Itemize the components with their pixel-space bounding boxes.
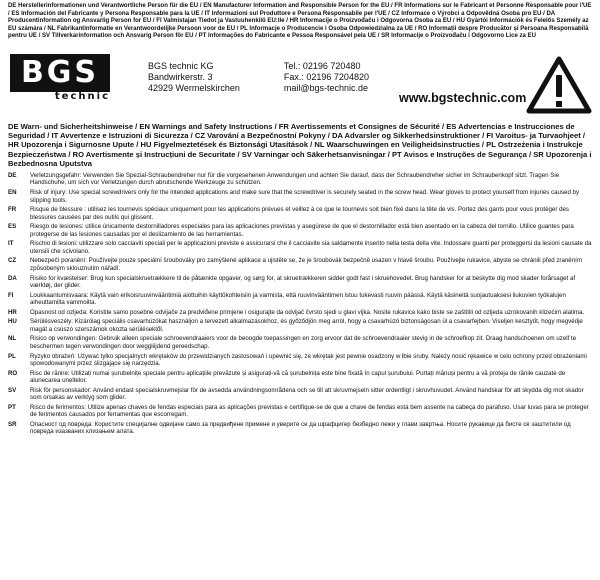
language-code: IT bbox=[8, 240, 14, 248]
instruction-row bbox=[8, 172, 592, 187]
warn-heading-item: / IT Avvertenze e Istruzioni di Sicurezza bbox=[45, 131, 188, 140]
instruction-row bbox=[8, 309, 592, 317]
header-item: / RO Informații despre Producător și Persoana Responsabilă pentru UE bbox=[8, 26, 588, 40]
instruction-row bbox=[8, 275, 592, 290]
warn-heading-item: / SV Varningar och Säkerhetsanvisningar bbox=[235, 150, 385, 159]
instruction-text: Risque de blessure : utilisez les tournevis spéciaux uniquement pour les applications prévues et veillez à ce que le tournevis soit bien fixé dans la tête de vis. Portez des gants pour vous protéger des blessures causées par des outils qui glissent. bbox=[30, 206, 569, 221]
warn-heading-item: / FI Varoitus- ja Turvaohjeet bbox=[480, 131, 581, 140]
header-item: / FR Informations sur le Fabricant et Personne Responsable pour l'UE bbox=[389, 3, 591, 9]
warn-heading-item: / ES Advertencias e Instrucciones de Seguridad bbox=[8, 122, 575, 140]
instruction-row bbox=[8, 335, 592, 350]
language-code: DA bbox=[8, 274, 17, 282]
warn-heading-item: / NL Waarschuwingen en Veiligheidsinstructies bbox=[308, 140, 480, 149]
language-code: NL bbox=[8, 335, 17, 343]
instruction-text: Rischio di lesioni: utilizzare solo cacciaviti speciali per le applicazioni previste e assicurarsi che il cacciavite sia saldamente inserito nella testa della vite. Indossare guanti per proteggersi da lesioni causate da utensili che scivolano. bbox=[30, 240, 592, 255]
instruction-row bbox=[8, 370, 592, 385]
instruction-row bbox=[8, 223, 592, 238]
instruction-row bbox=[8, 318, 592, 333]
warn-heading-item: / PT Avisos e Instruções de Segurança bbox=[386, 150, 527, 159]
header-item: / PL Informacje o Producencie i Osoba Odpowiedzialna za UE bbox=[235, 26, 413, 32]
address-block bbox=[148, 61, 240, 94]
warning-triangle-icon bbox=[526, 56, 592, 114]
instruction-text: Ryzyko obrażeń: Używać tylko specjalnych wkrętaków do przewidzianych zastosowań i upewnić się, że wkrętak jest pewnie osadzony w łbie śruby. Należy nosić rękawice w celu ochrony przed obrażeniami spowodowanymi przez ślizgające się narzędzia. bbox=[30, 352, 587, 368]
instruction-row bbox=[8, 292, 592, 307]
language-code: HR bbox=[8, 308, 17, 316]
instruction-row bbox=[8, 206, 592, 221]
warn-heading-item: / RO Avertismente și Instrucțiuni de Securitate bbox=[66, 150, 235, 159]
logo-subtext: technic bbox=[54, 90, 110, 102]
language-code: SV bbox=[8, 386, 17, 394]
warn-heading-item: / PL Ostrzeżenia i Instrukcje Bezpieczeństwa bbox=[8, 140, 583, 158]
header-item: / FI Valmistajan Tiedot ja Vastuuhenkilö EU:lle bbox=[151, 18, 284, 24]
company-name: BGS technic KG bbox=[148, 61, 214, 72]
warn-heading-item: / HU Figyelmeztetések és Biztonsági Utasítások bbox=[134, 140, 308, 149]
instruction-row bbox=[8, 257, 592, 272]
header-item: / SV Tillverkarinformation och Ansvarig Person för EU bbox=[37, 33, 194, 39]
contact-block bbox=[284, 61, 369, 94]
instruction-text: Sérülésveszély: Kizárólag speciális csavarhúzókat használjon a tervezett alkalmazásokhoz, és győződjön meg arról, hogy a csavarhúzó biztonságosan ül a csavarfejben. Viseljen kesztyűt, hogy megvédje magát a csúszó szerszámok okozta sérülésektől. bbox=[30, 318, 583, 333]
language-code: FR bbox=[8, 206, 17, 214]
instruction-text: Risc de rănire: Utilizați numai șurubelnițe speciale pentru aplicațiile prevăzute și asigurați-vă că șurubelnița este bine fixată în capul șurubului. Purtați mănuși pentru a vă proteja de rănile cauzate de alunecarea uneltelor. bbox=[30, 369, 566, 385]
language-code: SR bbox=[8, 420, 17, 428]
warn-heading-item: / DA Advarsler og Sikkerhedsinstruktioner bbox=[326, 131, 480, 140]
language-code: RO bbox=[8, 369, 18, 377]
instruction-row bbox=[8, 240, 592, 255]
email: mail@bgs-technic.de bbox=[283, 83, 369, 94]
phone: Tel.: 02196 720480 bbox=[283, 61, 361, 72]
language-code: ES bbox=[8, 223, 17, 231]
fax: Fax.: 02196 7204820 bbox=[283, 72, 369, 83]
header-item: / HR Informacije o Proizvođaču i Odgovorna Osoba za EU bbox=[285, 18, 452, 24]
warn-heading-item: / HR Upozorenja i Sigurnosne Upute bbox=[8, 131, 585, 149]
language-code: PT bbox=[8, 403, 16, 411]
header-item: / PT Informações do Fabricante e Pessoa Responsável pela UE bbox=[194, 33, 377, 39]
instruction-text: Risico op verwondingen: Gebruik alleen speciale schroevendraaiers voor de beoogde toepassingen en zorg ervoor dat de schroevendraaier stevig in de schroefkop zit. Draag handschoenen om uzelf te beschermen tegen verwondingen door weggliijdend gereedschap. bbox=[30, 335, 577, 350]
header-item: / SR Informacije o Proizvođaču i Odgovorno Lice za EU bbox=[376, 33, 536, 39]
header-item: / ES Información del Fabricante y Persona Responsable para la UE bbox=[8, 11, 200, 17]
header-item: / EN Manufacturer Information and Responsible Person for the EU bbox=[198, 3, 389, 9]
header-item: / HU Gyártói Információk és Felelős Személy az EU számára bbox=[8, 18, 589, 32]
header-item: / NL Fabrikantinformatie en Verantwoordelijke Persoon voor de EU bbox=[42, 26, 235, 32]
language-code: EN bbox=[8, 189, 17, 197]
language-code: CZ bbox=[8, 257, 17, 265]
instruction-text: Опасност од повреда: Користите специјалне одвијаче само за предвиђене примене и уверите се да шрафцигер безбедно лежи у глави завртња. Носите рукавице да бисте се заштитили од повреда изазваних клизањем алата. bbox=[30, 420, 571, 436]
website: www.bgstechnic.com bbox=[398, 90, 527, 105]
warn-heading-item: / CZ Varování a Bezpečnostní Pokyny bbox=[189, 131, 326, 140]
instruction-text: Risco de ferimentos: Utilize apenas chaves de fendas especiais para as aplicações previstas e certifique-se de que a chave de fendas está bem assente na cabeça do parafuso. Usar luvas para se proteger de ferimentos causados por ferramentas que escorregam. bbox=[30, 403, 589, 419]
instruction-row bbox=[8, 421, 592, 436]
city: 42929 Wermelskirchen bbox=[148, 83, 240, 94]
instruction-text: Opasnost od ozljeda: Koristite samo posebne odvijače za predviđene primjene i osigurajte da odvijač čvrsto sjedi u glavi vijka. Nosite rukavice kako biste se zaštitili od ozljeda uzrokovanih klizećim alatima. bbox=[30, 308, 585, 316]
instruction-text: Risk of injury: Use special screwdrivers only for the intended applications and make sure that the screwdriver is securely seated in the screw head. Wear gloves to protect yourself from injuries caused by slipping tools. bbox=[30, 189, 580, 204]
header-item: DE Herstellerinformationen und Verantwortliche Person für die EU bbox=[8, 3, 199, 9]
language-code: PL bbox=[8, 352, 16, 360]
instruction-row bbox=[8, 387, 592, 402]
instruction-text: Loukkaantumisvaara: Käytä vain erikoisruuvinvääntimiä aiottuihin käyttökohteisiin ja varmista, että ruuvinvääntimen istuu tukevasti ruuvin päässä. Käytä käsineitä suojautuaksesi liukuvien työkalujen aiheuttamilta vammoilta. bbox=[30, 291, 566, 307]
instruction-text: Risiko for kvæstelser: Brug kun specialskruetrækkere til de påtænkte opgaver, og sørg for, at skruetrækkeren sidder godt fast i skruehovedet. Brug handsker for at beskytte dig mod skader forårsaget af værktøj, der glider. bbox=[30, 274, 576, 290]
company-block bbox=[8, 45, 592, 111]
instruction-row bbox=[8, 404, 592, 419]
logo-letters: BGS bbox=[10, 54, 110, 92]
street: Bandwirkerstr. 3 bbox=[148, 72, 213, 83]
warn-heading-item: / SR Upozorenja i Bezbednosna Uputstva bbox=[8, 150, 591, 168]
instructions-list bbox=[8, 172, 592, 436]
instruction-text: Nebezpečí poranění: Používejte pouze speciální šroubováky pro zamýšlené aplikace a ujistěte se, že je šroubovák bezpečně usazen v hlavě šroubu. Používejte rukavice, abyste se chránili před zraněním způsobeným sklouznutím nářadí. bbox=[30, 257, 582, 272]
warn-heading-item: DE Warn- und Sicherheitshinweise bbox=[8, 121, 134, 131]
instruction-text: Riesgo de lesiones: utilice únicamente destornilladores especiales para las aplicaciones previstas y asegúrese de que el destornillador está bien asentado en la cabeza del tornillo. Utilice guantes para protegerse de las lesiones causadas por el deslizamiento de las herramientas. bbox=[30, 223, 574, 238]
bgs-logo bbox=[10, 54, 110, 102]
instruction-text: Risk för personskador: Använd endast specialskruvmejslar för de avsedda användningsområdena och se till att skruvmejseln sitter ordentligt i skruvhuvudet. Använd handskar för att skydda dig mot skador som orsakas av verktyg som glider. bbox=[30, 386, 584, 402]
header-item: / IT Informazioni sul Produttore e Persona Responsabile per l'UE bbox=[200, 11, 387, 17]
warn-heading-item: / EN Warnings and Safety Instructions bbox=[133, 122, 272, 131]
header-item: / DA Producentinformation og Ansvarlig Person for EU bbox=[8, 11, 555, 25]
instruction-text: Verletzungsgefahr: Verwenden Sie Spezial-Schraubendreher nur für die vorgesehenen Anwendungen und achten Sie darauf, dass der Schraubendreher sicher im Schraubenkopf sitzt. Tragen Sie Handschuhe, um sich vor Verletzungen durch abrutschende Werkzeuge zu schützen. bbox=[30, 171, 560, 187]
warn-heading-item: / FR Avertissements et Consignes de Sécurité bbox=[272, 122, 439, 131]
language-code: HU bbox=[8, 318, 17, 326]
instruction-row bbox=[8, 189, 592, 204]
language-code: FI bbox=[8, 291, 14, 299]
header-item: / CZ Informace o Výrobci a Odpovědná Osoba pro EU bbox=[386, 11, 541, 17]
manufacturer-info-heading bbox=[8, 3, 592, 41]
instruction-row bbox=[8, 353, 592, 368]
language-code: DE bbox=[8, 171, 17, 179]
warnings-heading bbox=[8, 122, 592, 168]
